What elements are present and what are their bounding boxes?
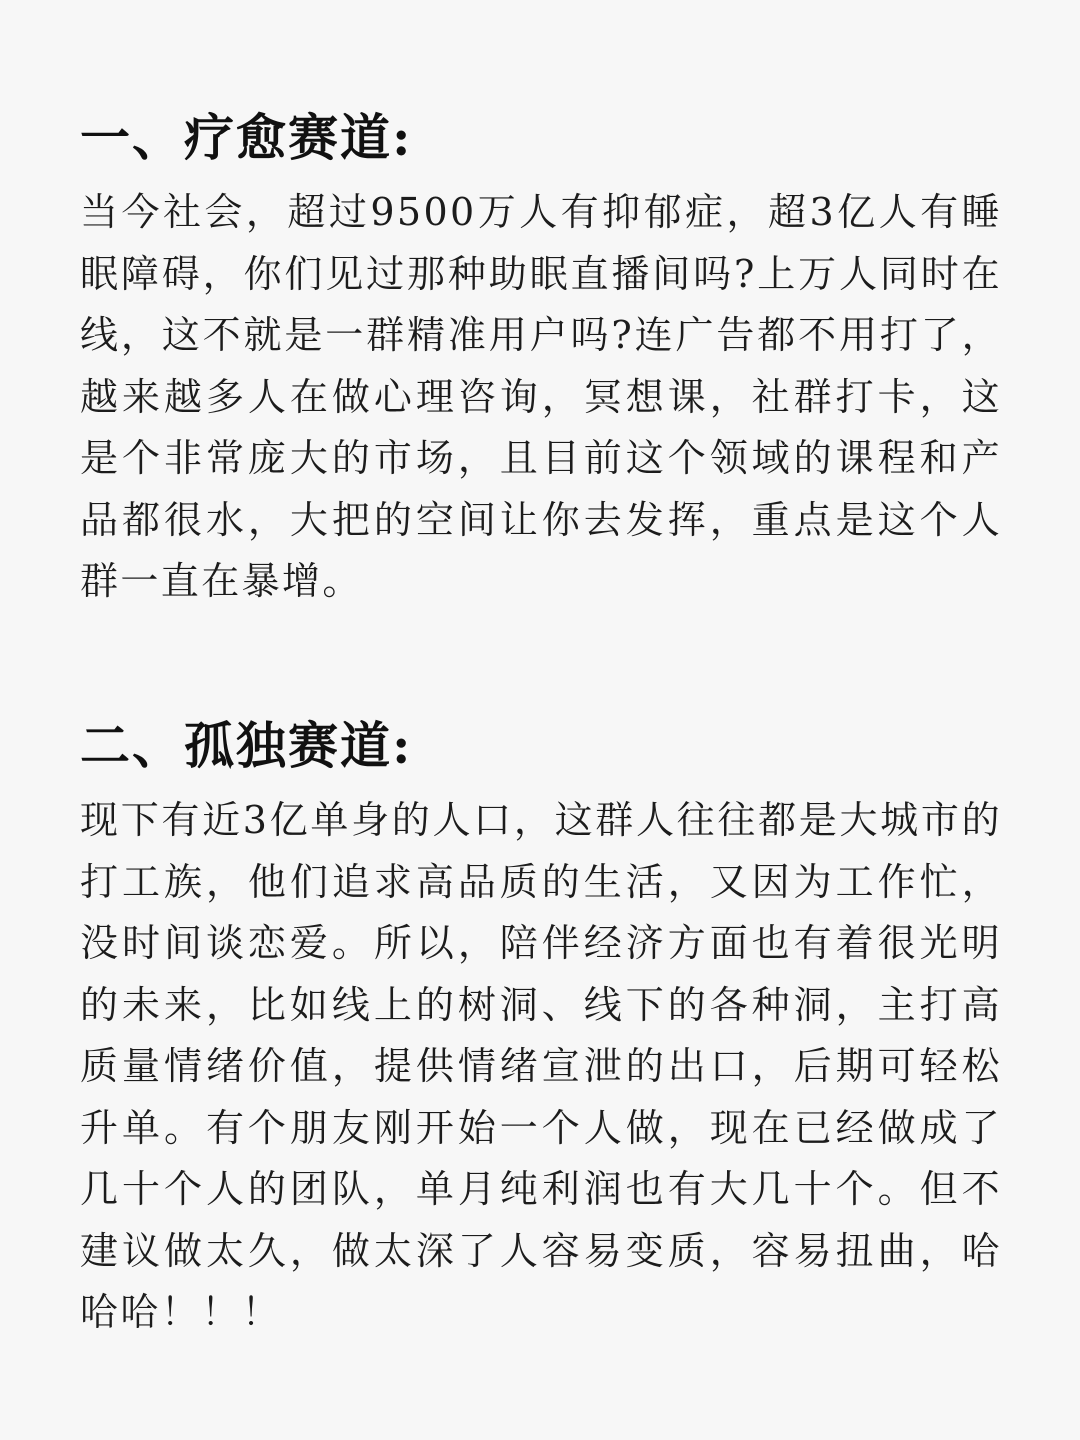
section-heading: 一、疗愈赛道: [80, 108, 413, 167]
section-heading: 二、孤独赛道: [80, 716, 413, 775]
section-healing-track [80, 100, 1002, 613]
section-loneliness-track [80, 708, 1002, 1344]
section-body-text: 现下有近3亿单身的人口，这群人往往都是大城市的打工族，他们追求高品质的生活，又因为工作忙，没时间谈恋爱。所以，陪伴经济方面也有着很光明的未来，比如线上的树洞、线下的各种洞，主打高质量情绪价值，提供情绪宣泄的出口，后期可轻松升单。有个朋友刚开始一个人做，现在已经做成了几十个人的团队，单月纯利润也有大几十个。但不建议做太久，做太深了人容易变质，容易扭曲，哈哈哈！！！ [80, 798, 1002, 1334]
section-body-text: 当今社会，超过9500万人有抑郁症，超3亿人有睡眠障碍，你们见过那种助眠直播间吗?上万人同时在线，这不就是一群精准用户吗?连广告都不用打了，越来越多人在做心理咨询，冥想课，社群打卡，这是个非常庞大的市场，且目前这个领域的课程和产品都很水，大把的空间让你去发挥，重点是这个人群一直在暴增。 [80, 190, 1002, 603]
